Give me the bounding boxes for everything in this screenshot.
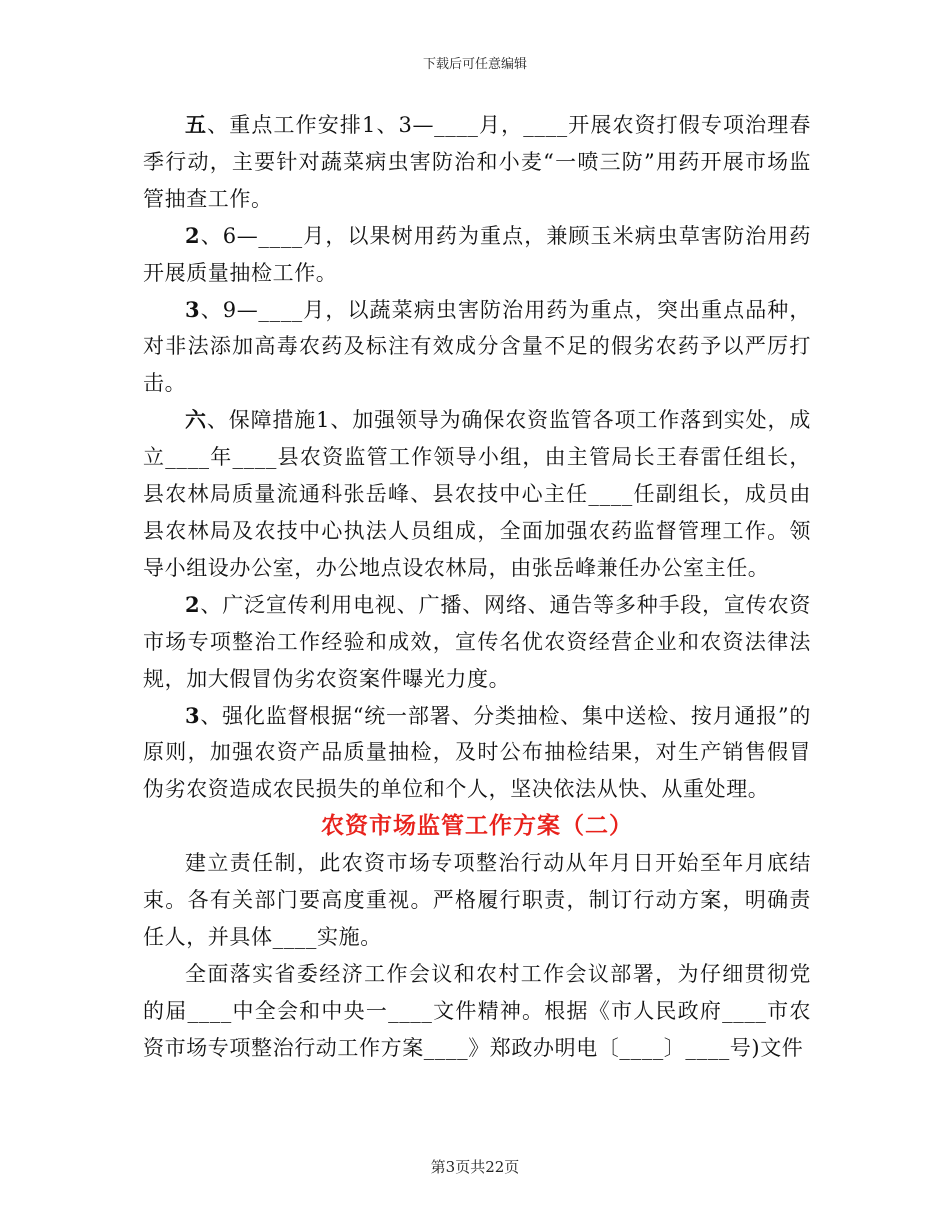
paragraph-text: 、保障措施1、加强领导为确保农资监管各项工作落到实处，成立____年____县农资监管工作领导小组，由主管局长王春雷任组长，县农林局质量流通科张岳峰、县农技中心主任____任副组长，成员由县农林局及农技中心执法人员组成，全面加强农药监督管理工作。领导小组设办公室，办公地点设农林局，由张岳峰兼任办公室主任。: [143, 408, 811, 580]
paragraph-text: 、广泛宣传利用电视、广播、网络、通告等多种手段，宣传农资市场专项整治工作经验和成效，宣传名优农资经营企业和农资法律法规，加大假冒伪劣农资案件曝光力度。: [143, 592, 811, 691]
paragraph-text: 、6—____月，以果树用药为重点，兼顾玉米病虫草害防治用药开展质量抽检工作。: [143, 223, 811, 285]
document-body: [143, 107, 811, 1067]
paragraph-lead: 六: [185, 407, 207, 433]
section-title: 农资市场监管工作方案（二）: [321, 812, 633, 840]
paragraph-responsibility: 建立责任制，此农资市场专项整治行动从年月日开始至年月底结束。各有关部门要高度重视。严格履行职责，制订行动方案，明确责任人，并具体____实施。: [143, 851, 811, 949]
paragraph-supervision: [143, 698, 811, 809]
paragraph-publicity: [143, 587, 811, 698]
page-header: 下载后可任意编辑: [422, 57, 527, 72]
paragraph-lead: 2: [185, 222, 201, 248]
paragraph-text: 、强化监督根据“统一部署、分类抽检、集中送检、按月通报”的原则，加强农资产品质量抽检，及时公布抽检结果，对生产销售假冒伪劣农资造成农民损失的单位和个人，坚决依法从快、从重处理。: [143, 703, 811, 802]
page-number: 第3页共22页: [430, 1158, 520, 1176]
paragraph-5-key-work: [143, 107, 811, 218]
paragraph-lead: 五: [185, 112, 208, 137]
paragraph-text: 、重点工作安排1、3—____月，____开展农资打假专项治理春季行动，主要针对蔬菜病虫害防治和小麦“一喷三防”用药开展市场监管抽查工作。: [143, 113, 811, 211]
paragraph-implementation: 全面落实省委经济工作会议和农村工作会议部署，为仔细贯彻党的届____中全会和中央一____文件精神。根据《市人民政府____市农资市场专项整治行动工作方案____》郑政办明电〔____〕____号)文件: [143, 961, 811, 1060]
paragraph-6-safeguards: [143, 402, 811, 587]
paragraph-lead: 2: [185, 591, 201, 617]
paragraph-text: 、9—____月，以蔬菜病虫害防治用药为重点，突出重点品种，对非法添加高毒农药及标注有效成分含量不足的假劣农药予以严厉打击。: [143, 297, 811, 396]
paragraph-item-2: [143, 218, 811, 292]
paragraph-lead: 3: [185, 702, 201, 728]
paragraph-item-3: [143, 292, 811, 403]
paragraph-lead: 3: [185, 296, 201, 322]
